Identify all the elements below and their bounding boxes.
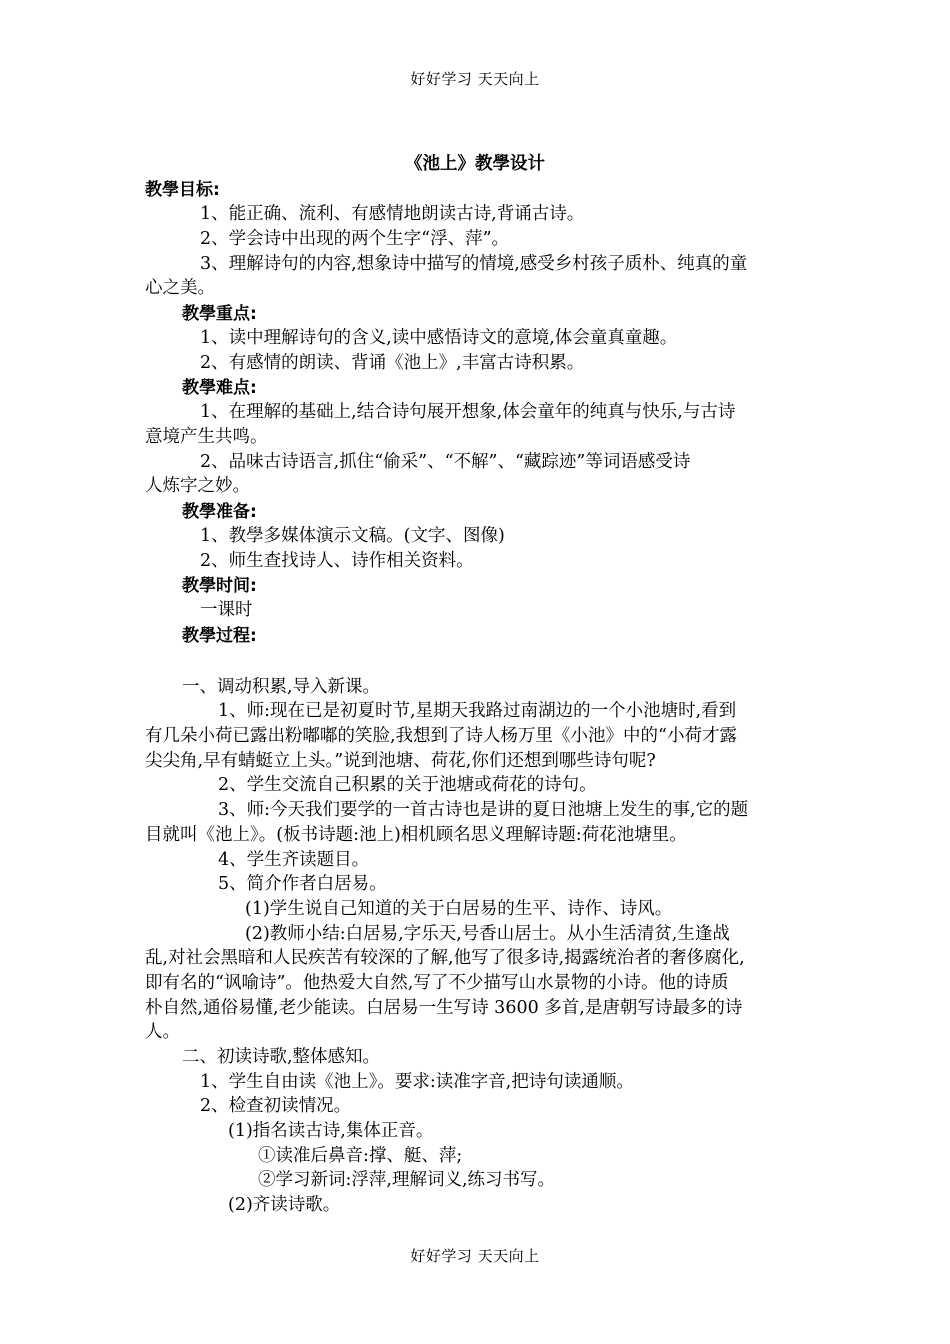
text-line: 2、检查初读情况。 [200, 1096, 352, 1116]
section-heading-objectives: 教學目标: [145, 180, 220, 200]
text-line: 4、学生齐读题目。 [218, 850, 370, 870]
text-line: ②学习新词:浮萍,理解词义,练习书写。 [258, 1170, 556, 1190]
text-line: 一课时 [200, 600, 253, 620]
section-heading-key-points: 教學重点: [182, 304, 257, 324]
text-line: 1、在理解的基础上,结合诗句展开想象,体会童年的纯真与快乐,与古诗 [200, 402, 736, 422]
text-line: 二、初读诗歌,整体感知。 [182, 1047, 381, 1067]
section-heading-preparation: 教學准备: [182, 502, 257, 522]
document-title: 《池上》教學设计 [405, 154, 545, 174]
text-line: ①读准后鼻音:撑、艇、萍; [258, 1146, 463, 1166]
text-line: 3、理解诗句的内容,想象诗中描写的情境,感受乡村孩子质朴、纯真的童 [200, 254, 748, 274]
page-header: 好好学习 天天向上 [410, 70, 540, 88]
text-line: 2、学会诗中出现的两个生字“浮、萍”。 [200, 229, 510, 249]
text-line: 乱,对社会黑暗和人民疾苦有较深的了解,他写了很多诗,揭露统治者的奢侈腐化, [145, 948, 745, 968]
text-line: (2)教师小结:白居易,字乐天,号香山居士。从小生活清贫,生逢战 [245, 924, 730, 944]
text-line: 尖尖角,早有蜻蜓立上头。”说到池塘、荷花,你们还想到哪些诗句呢? [145, 751, 656, 771]
text-line: 1、师:现在已是初夏时节,星期天我路过南湖边的一个小池塘时,看到 [218, 701, 737, 721]
text-line: 2、品味古诗语言,抓住“偷采”、“不解”、“藏踪迹”等词语感受诗 [200, 452, 691, 472]
section-heading-process: 教學过程: [182, 626, 257, 646]
text-line: 2、学生交流自己积累的关于池塘或荷花的诗句。 [218, 775, 597, 795]
section-heading-time: 教學时间: [182, 576, 257, 596]
text-line: (1)指名读古诗,集体正音。 [228, 1121, 434, 1141]
page-footer: 好好学习 天天向上 [410, 1247, 540, 1265]
text-line: 心之美。 [145, 278, 215, 298]
text-line: 有几朵小荷已露出粉嘟嘟的笑脸,我想到了诗人杨万里《小池》中的“小荷才露 [145, 726, 738, 746]
text-line: (1)学生说自己知道的关于白居易的生平、诗作、诗风。 [245, 899, 673, 919]
text-line: 1、学生自由读《池上》。要求:读准字音,把诗句读通顺。 [200, 1072, 634, 1092]
text-line: 2、师生查找诗人、诗作相关资料。 [200, 551, 474, 571]
text-line: 1、能正确、流利、有感情地朗读古诗,背诵古诗。 [200, 204, 585, 224]
text-line: 2、有感情的朗读、背诵《池上》,丰富古诗积累。 [200, 353, 585, 373]
text-line: 5、简介作者白居易。 [218, 874, 387, 894]
text-line: 即有名的“讽喻诗”。他热爱大自然,写了不少描写山水景物的小诗。他的诗质 [145, 973, 729, 993]
text-line: 3、师:今天我们要学的一首古诗也是讲的夏日池塘上发生的事,它的题 [218, 800, 749, 820]
section-heading-difficulties: 教學难点: [182, 378, 257, 398]
text-line: 意境产生共鸣。 [145, 427, 268, 447]
text-line: 目就叫《池上》。(板书诗题:池上)相机顾名思义理解诗题:荷花池塘里。 [145, 825, 687, 845]
text-line: (2)齐读诗歌。 [228, 1195, 341, 1215]
text-line: 1、读中理解诗句的含义,读中感悟诗文的意境,体会童真童趣。 [200, 328, 678, 348]
text-line: 一、调动积累,导入新课。 [182, 677, 381, 697]
text-line: 人炼字之妙。 [145, 476, 250, 496]
text-line: 朴自然,通俗易懂,老少能读。白居易一生写诗 3600 多首,是唐朝写诗最多的诗 [145, 998, 743, 1018]
text-line: 人。 [145, 1022, 180, 1042]
text-line: 1、教學多媒体演示文稿。(文字、图像) [200, 526, 505, 546]
